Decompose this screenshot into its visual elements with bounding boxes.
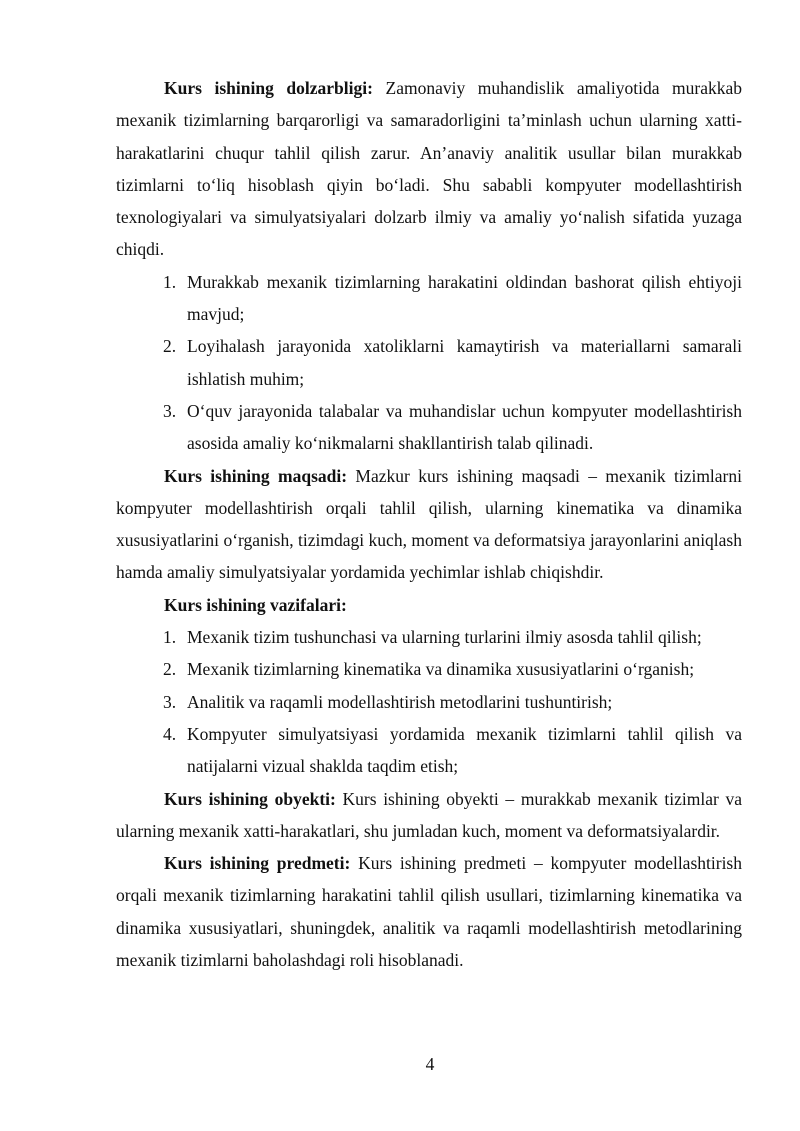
list-item bbox=[116, 621, 742, 653]
object-paragraph bbox=[116, 783, 742, 848]
page-number: 4 bbox=[425, 1054, 435, 1074]
list-text: O‘quv jarayonida talabalar va muhandislar uchun kompyuter modellashtirish asosida amaliy ko‘nikmalarni shakllantirish talab qilinadi. bbox=[187, 400, 742, 454]
list-item bbox=[116, 718, 742, 783]
tasks-paragraph bbox=[116, 589, 742, 621]
list-number: 2. bbox=[163, 659, 177, 680]
list-text: Mexanik tizimlarning kinematika va dinamika xususiyatlarini o‘rganish; bbox=[187, 659, 695, 680]
relevance-text: Zamonaviy muhandislik amaliyotida murakkab mexanik tizimlarning barqarorligi va samaradorligini ta’minlash uchun ularning xatti-harakatlarini chuqur tahlil qilish zarur. An’anaviy analitik usullar bilan murakkab tizimlarni to‘liq hisoblash qiyin bo‘ladi. Shu sababli kompyuter modellashtirish texnologiyalari va simulyatsiyalari dolzarb ilmiy va amaliy yo‘nalish sifatida yuzaga chiqdi. bbox=[116, 78, 743, 260]
relevance-paragraph bbox=[116, 72, 742, 266]
list-text: Analitik va raqamli modellashtirish metodlarini tushuntirish; bbox=[187, 691, 613, 712]
list-item bbox=[116, 686, 742, 718]
goal-paragraph bbox=[116, 460, 742, 589]
list-number: 3. bbox=[163, 400, 177, 421]
subject-paragraph bbox=[116, 847, 742, 976]
relevance-list bbox=[116, 266, 742, 460]
list-text: Mexanik tizim tushunchasi va ularning turlarini ilmiy asosda tahlil qilish; bbox=[187, 627, 702, 648]
relevance-heading: Kurs ishining dolzarbligi: bbox=[164, 78, 373, 98]
list-number: 2. bbox=[163, 336, 177, 357]
tasks-list bbox=[116, 621, 742, 782]
list-text: Kompyuter simulyatsiyasi yordamida mexanik tizimlarni tahlil qilish va natijalarni vizual shaklda taqdim etish; bbox=[187, 723, 742, 777]
subject-heading: Kurs ishining predmeti: bbox=[164, 853, 351, 874]
text-area bbox=[116, 72, 742, 976]
list-number: 1. bbox=[163, 627, 177, 648]
list-item bbox=[116, 330, 742, 395]
object-text: Kurs ishining obyekti – murakkab mexanik tizimlar va ularning mexanik xatti-harakatlari, shu jumladan kuch, moment va deformatsiyalardir. bbox=[116, 788, 742, 841]
tasks-heading: Kurs ishining vazifalari: bbox=[164, 594, 347, 615]
list-item bbox=[116, 266, 742, 331]
list-item bbox=[116, 395, 742, 460]
subject-text: Kurs ishining predmeti – kompyuter modellashtirish orqali mexanik tizimlarning harakatini tahlil qilish usullari, tizimlarning kinematika va dinamika xususiyatlari, shuningdek, analitik va raqamli modellashtirish metodlarining mexanik tizimlarni baholashdagi roli hisoblanadi. bbox=[116, 853, 742, 971]
list-text: Murakkab mexanik tizimlarning harakatini oldindan bashorat qilish ehtiyoji mavjud; bbox=[187, 271, 742, 325]
list-text: Loyihalash jarayonida xatoliklarni kamaytirish va materiallarni samarali ishlatish muhim; bbox=[187, 336, 742, 389]
object-heading: Kurs ishining obyekti: bbox=[164, 788, 336, 809]
list-number: 4. bbox=[163, 723, 177, 744]
goal-text: Mazkur kurs ishining maqsadi – mexanik tizimlarni kompyuter modellashtirish orqali tahlil qilish, ularning kinematika va dinamika xususiyatlarini o‘rganish, tizimdagi kuch, moment va deformatsiya jarayonlarini aniqlash hamda amaliy simulyatsiyalar yordamida yechimlar ishlab chiqishdir. bbox=[116, 465, 742, 583]
list-item bbox=[116, 653, 742, 685]
list-number: 3. bbox=[163, 691, 177, 712]
list-number: 1. bbox=[163, 271, 177, 292]
goal-heading: Kurs ishining maqsadi: bbox=[164, 465, 348, 486]
